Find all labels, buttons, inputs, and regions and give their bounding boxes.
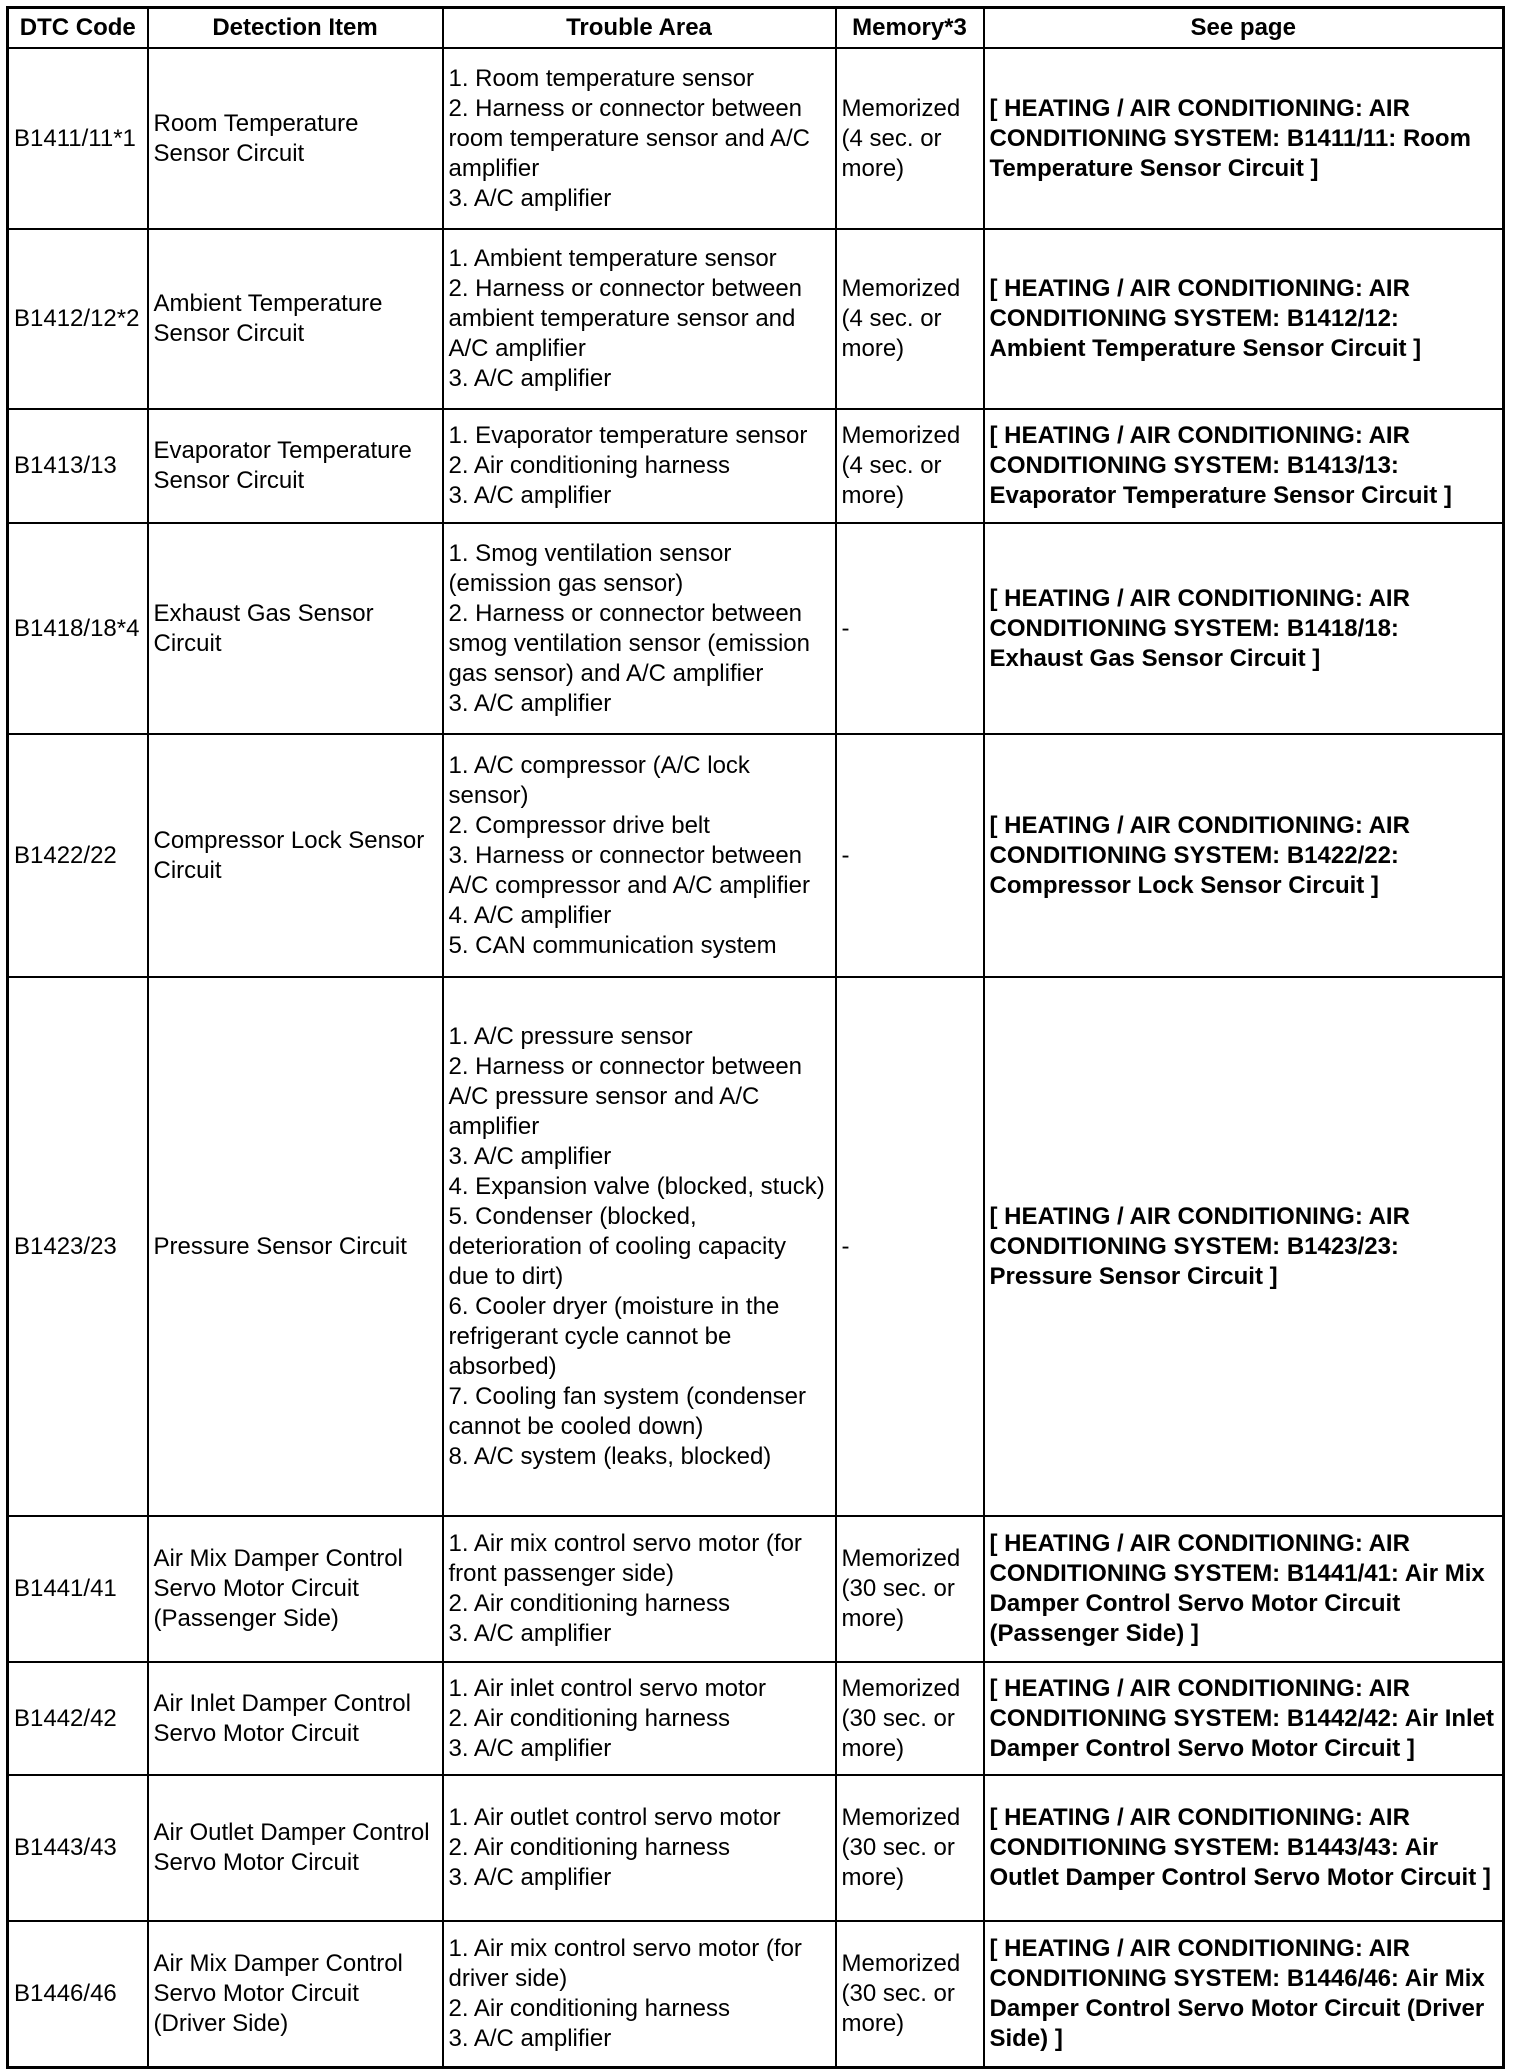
- header-memory: Memory*3: [836, 8, 984, 49]
- memory-cell: Memorized (4 sec. or more): [836, 409, 984, 523]
- table-row: [8, 1775, 1504, 1921]
- trouble-area-cell: 1. Ambient temperature sensor 2. Harness or connector between ambient temperature sensor and A/C amplifier 3. A/C amplifier: [443, 229, 836, 409]
- detection-item-cell: Air Outlet Damper Control Servo Motor Circuit: [148, 1775, 443, 1921]
- detection-item-cell: Evaporator Temperature Sensor Circuit: [148, 409, 443, 523]
- memory-cell: Memorized (4 sec. or more): [836, 229, 984, 409]
- see-page-link: [ HEATING / AIR CONDITIONING: AIR CONDITIONING SYSTEM: B1413/13: Evaporator Temperature Sensor Circuit ]: [984, 409, 1504, 523]
- memory-cell: Memorized (30 sec. or more): [836, 1516, 984, 1662]
- detection-item-cell: Room Temperature Sensor Circuit: [148, 48, 443, 229]
- header-row: [8, 8, 1504, 49]
- dtc-code-cell: B1413/13: [8, 409, 148, 523]
- trouble-area-cell: 1. A/C pressure sensor 2. Harness or connector between A/C pressure sensor and A/C amplifier 3. A/C amplifier 4. Expansion valve (blocked, stuck) 5. Condenser (blocked, deterioration of cooling capacity due to dirt) 6. Cooler dryer (moisture in the refrigerant cycle cannot be absorbed) 7. Cooling fan system (condenser cannot be cooled down) 8. A/C system (leaks, blocked): [443, 977, 836, 1516]
- table-row: [8, 523, 1504, 734]
- detection-item-cell: Exhaust Gas Sensor Circuit: [148, 523, 443, 734]
- detection-item-cell: Air Mix Damper Control Servo Motor Circuit (Passenger Side): [148, 1516, 443, 1662]
- dtc-table-container: [6, 6, 1505, 2069]
- table-row: [8, 734, 1504, 977]
- trouble-area-cell: 1. Air mix control servo motor (for driver side) 2. Air conditioning harness 3. A/C amplifier: [443, 1921, 836, 2067]
- see-page-link: [ HEATING / AIR CONDITIONING: AIR CONDITIONING SYSTEM: B1443/43: Air Outlet Damper Control Servo Motor Circuit ]: [984, 1775, 1504, 1921]
- dtc-code-cell: B1443/43: [8, 1775, 148, 1921]
- trouble-area-cell: 1. Evaporator temperature sensor 2. Air conditioning harness 3. A/C amplifier: [443, 409, 836, 523]
- table-row: [8, 1516, 1504, 1662]
- dtc-table: [6, 6, 1505, 2069]
- dtc-code-cell: B1411/11*1: [8, 48, 148, 229]
- trouble-area-cell: 1. Smog ventilation sensor (emission gas sensor) 2. Harness or connector between smog ventilation sensor (emission gas sensor) and A/C amplifier 3. A/C amplifier: [443, 523, 836, 734]
- dtc-code-cell: B1441/41: [8, 1516, 148, 1662]
- trouble-area-cell: 1. A/C compressor (A/C lock sensor) 2. Compressor drive belt 3. Harness or connector between A/C compressor and A/C amplifier 4. A/C amplifier 5. CAN communication system: [443, 734, 836, 977]
- detection-item-cell: Compressor Lock Sensor Circuit: [148, 734, 443, 977]
- see-page-link: [ HEATING / AIR CONDITIONING: AIR CONDITIONING SYSTEM: B1418/18: Exhaust Gas Sensor Circuit ]: [984, 523, 1504, 734]
- trouble-area-cell: 1. Air inlet control servo motor 2. Air conditioning harness 3. A/C amplifier: [443, 1662, 836, 1775]
- see-page-link: [ HEATING / AIR CONDITIONING: AIR CONDITIONING SYSTEM: B1422/22: Compressor Lock Sensor Circuit ]: [984, 734, 1504, 977]
- detection-item-cell: Air Inlet Damper Control Servo Motor Circuit: [148, 1662, 443, 1775]
- dtc-code-cell: B1418/18*4: [8, 523, 148, 734]
- memory-cell: Memorized (30 sec. or more): [836, 1775, 984, 1921]
- dtc-table-body: [8, 48, 1504, 2067]
- dtc-code-cell: B1423/23: [8, 977, 148, 1516]
- header-trouble-area: Trouble Area: [443, 8, 836, 49]
- see-page-link: [ HEATING / AIR CONDITIONING: AIR CONDITIONING SYSTEM: B1412/12: Ambient Temperature Sensor Circuit ]: [984, 229, 1504, 409]
- dtc-code-cell: B1422/22: [8, 734, 148, 977]
- dtc-code-cell: B1412/12*2: [8, 229, 148, 409]
- trouble-area-cell: 1. Air mix control servo motor (for front passenger side) 2. Air conditioning harness 3. A/C amplifier: [443, 1516, 836, 1662]
- memory-cell: Memorized (4 sec. or more): [836, 48, 984, 229]
- header-detection-item: Detection Item: [148, 8, 443, 49]
- detection-item-cell: Ambient Temperature Sensor Circuit: [148, 229, 443, 409]
- table-row: [8, 48, 1504, 229]
- see-page-link: [ HEATING / AIR CONDITIONING: AIR CONDITIONING SYSTEM: B1446/46: Air Mix Damper Control Servo Motor Circuit (Driver Side) ]: [984, 1921, 1504, 2067]
- memory-cell: Memorized (30 sec. or more): [836, 1662, 984, 1775]
- see-page-link: [ HEATING / AIR CONDITIONING: AIR CONDITIONING SYSTEM: B1423/23: Pressure Sensor Circuit ]: [984, 977, 1504, 1516]
- table-row: [8, 1921, 1504, 2067]
- header-see-page: See page: [984, 8, 1504, 49]
- table-row: [8, 229, 1504, 409]
- trouble-area-cell: 1. Room temperature sensor 2. Harness or connector between room temperature sensor and A/C amplifier 3. A/C amplifier: [443, 48, 836, 229]
- table-row: [8, 409, 1504, 523]
- memory-cell: Memorized (30 sec. or more): [836, 1921, 984, 2067]
- table-row: [8, 1662, 1504, 1775]
- detection-item-cell: Air Mix Damper Control Servo Motor Circuit (Driver Side): [148, 1921, 443, 2067]
- trouble-area-cell: 1. Air outlet control servo motor 2. Air conditioning harness 3. A/C amplifier: [443, 1775, 836, 1921]
- see-page-link: [ HEATING / AIR CONDITIONING: AIR CONDITIONING SYSTEM: B1411/11: Room Temperature Sensor Circuit ]: [984, 48, 1504, 229]
- see-page-link: [ HEATING / AIR CONDITIONING: AIR CONDITIONING SYSTEM: B1441/41: Air Mix Damper Control Servo Motor Circuit (Passenger Side) ]: [984, 1516, 1504, 1662]
- dtc-code-cell: B1442/42: [8, 1662, 148, 1775]
- dtc-code-cell: B1446/46: [8, 1921, 148, 2067]
- header-dtc-code: DTC Code: [8, 8, 148, 49]
- detection-item-cell: Pressure Sensor Circuit: [148, 977, 443, 1516]
- memory-cell: -: [836, 734, 984, 977]
- memory-cell: -: [836, 977, 984, 1516]
- memory-cell: -: [836, 523, 984, 734]
- table-row: [8, 977, 1504, 1516]
- see-page-link: [ HEATING / AIR CONDITIONING: AIR CONDITIONING SYSTEM: B1442/42: Air Inlet Damper Control Servo Motor Circuit ]: [984, 1662, 1504, 1775]
